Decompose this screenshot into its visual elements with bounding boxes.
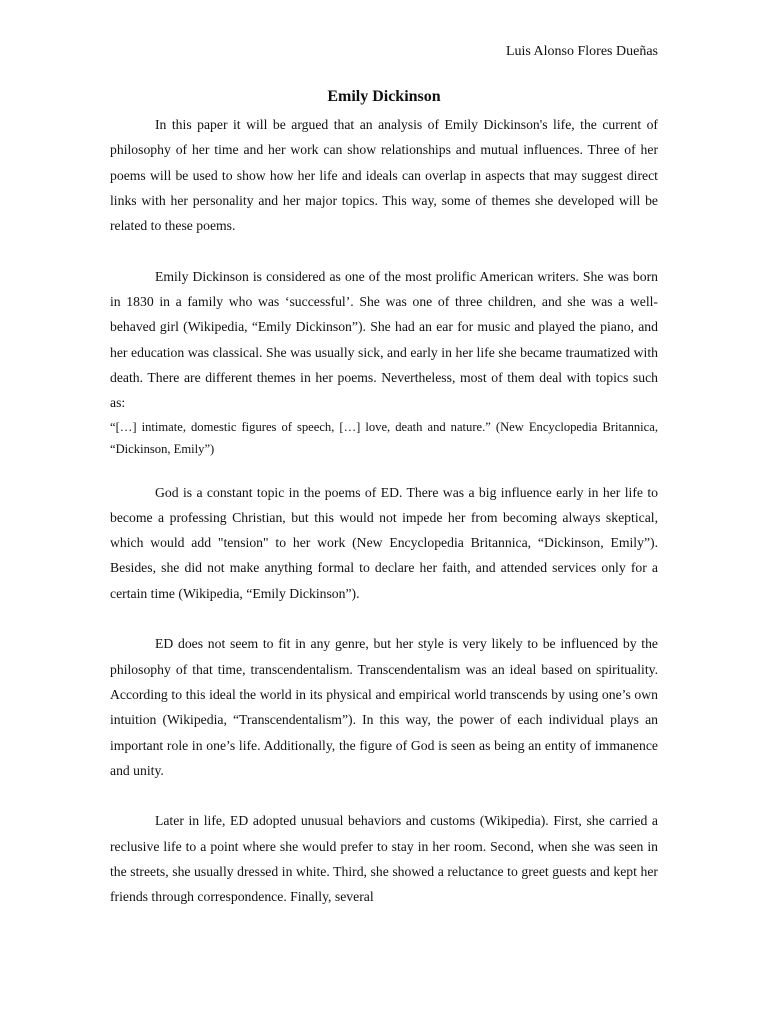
paragraph-spacer <box>110 460 658 480</box>
paragraph-intro: In this paper it will be argued that an analysis of Emily Dickinson's life, the current of philosophy of her time and her work can show relationships and mutual influences. Three of her poems will be used to show how her life and ideals can overlap in aspects that may suggest direct links with her personality and her major topics. This way, some of themes she developed will be related to these poems. <box>110 117 658 234</box>
paragraph-later-life: Later in life, ED adopted unusual behaviors and customs (Wikipedia). First, she carried a reclusive life to a point where she would prefer to stay in her room. Second, when she was seen in the streets, she usually dressed in white. Third, she showed a reluctance to greet guests and kept her friends through correspondence. Finally, several <box>110 813 658 905</box>
paragraph-spacer <box>110 238 658 263</box>
paragraph-religion: God is a constant topic in the poems of ED. There was a big influence early in her life to become a professing Christian, but this would not impede her from becoming always skeptical, which would add "tension" to her work (New Encyclopedia Britannica, “Dickinson, Emily”). Besides, she did not make anything formal to declare her faith, and attended services only for a certain time (Wikipedia, “Emily Dickinson”). <box>110 484 658 601</box>
document-body <box>110 112 658 910</box>
page-title: Emily Dickinson <box>327 88 441 105</box>
paragraph-spacer <box>110 606 658 631</box>
block-quote: “[…] intimate, domestic figures of speech, […] love, death and nature.” (New Encyclopedia Britannica, “Dickinson, Emily”) <box>110 419 658 456</box>
author-name: Luis Alonso Flores Dueñas <box>505 44 658 59</box>
paragraph-biography: Emily Dickinson is considered as one of the most prolific American writers. She was born in 1830 in a family who was ‘successful’. She was one of three children, and she was a well-behaved girl (Wikipedia, “Emily Dickinson”). She had an ear for music and played the piano, and her education was classical. She was usually sick, and early in her life she became traumatized with death. There are different themes in her poems. Nevertheless, most of them deal with topics such as: <box>110 268 658 411</box>
paragraph-transcendentalism: ED does not seem to fit in any genre, but her style is very likely to be influenced by the philosophy of that time, transcendentalism. Transcendentalism was an ideal based on spirituality. According to this ideal the world in its physical and empirical world transcends by using one’s own intuition (Wikipedia, “Transcendentalism”). In this way, the power of each individual plays an important role in one’s life. Additionally, the figure of God is seen as being an entity of immanence and unity. <box>110 636 658 778</box>
paragraph-spacer <box>110 783 658 808</box>
